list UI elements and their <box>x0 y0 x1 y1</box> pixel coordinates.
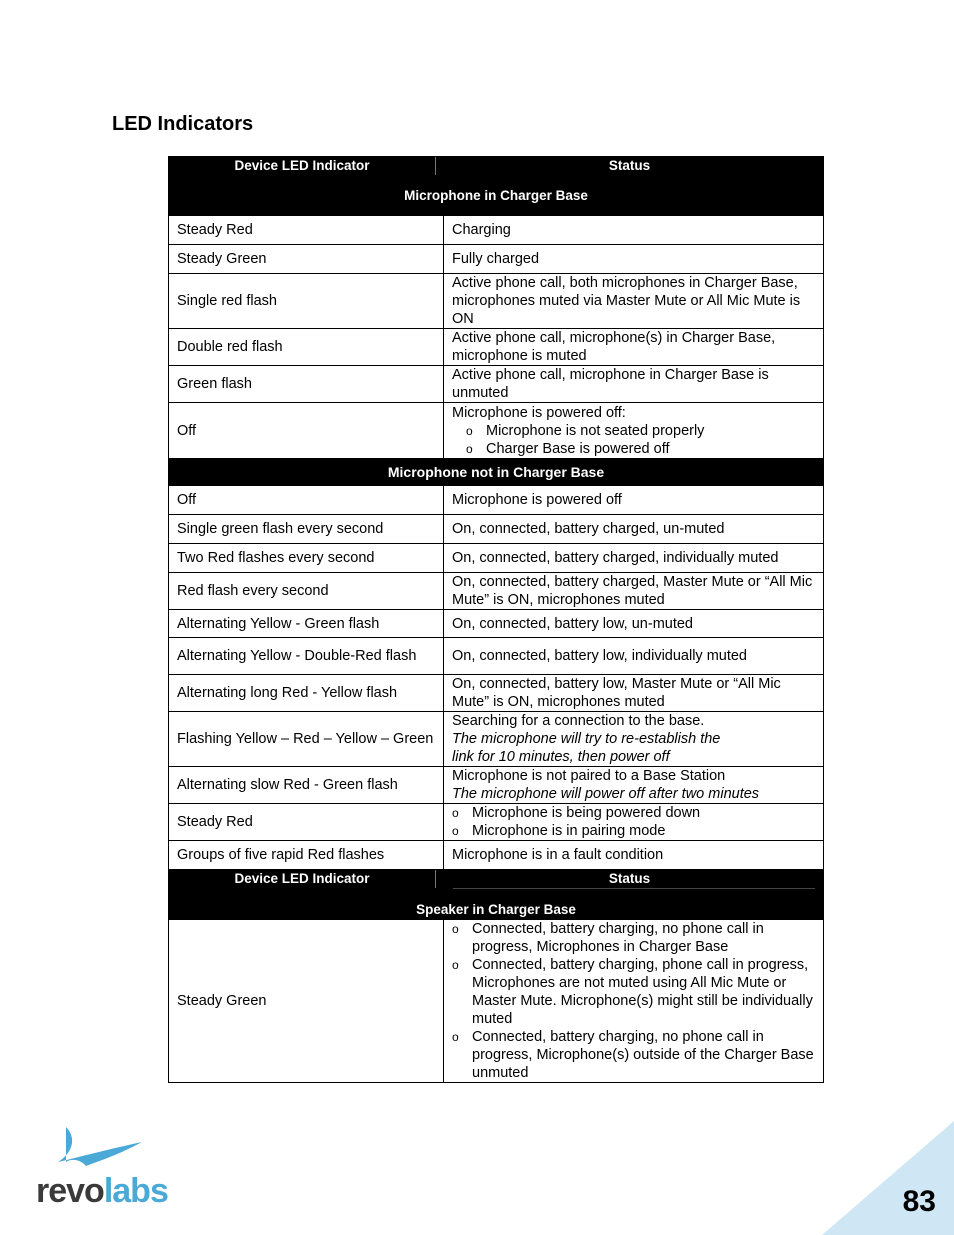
status-cell: On, connected, battery low, individually muted <box>444 638 824 675</box>
led-cell: Off <box>169 486 444 515</box>
table-row <box>169 274 824 329</box>
led-cell: Off <box>169 403 444 459</box>
section-title-speaker-in-base: Speaker in Charger Base <box>416 902 576 917</box>
table-row <box>169 804 824 841</box>
led-cell: Single green flash every second <box>169 515 444 544</box>
status-cell: Microphone is powered off <box>444 486 824 515</box>
table-row <box>169 767 824 804</box>
led-cell: Two Red flashes every second <box>169 544 444 573</box>
led-cell: Steady Red <box>169 216 444 245</box>
status-cell: On, connected, battery charged, individually muted <box>444 544 824 573</box>
status-cell <box>444 804 824 841</box>
status-cell <box>444 403 824 459</box>
led-cell: Groups of five rapid Red flashes <box>169 841 444 870</box>
led-cell: Steady Red <box>169 804 444 841</box>
led-cell: Flashing Yellow – Red – Yellow – Green <box>169 712 444 767</box>
table-header <box>169 870 824 920</box>
header-status: Status <box>608 871 651 886</box>
table-row <box>169 544 824 573</box>
status-cell <box>444 920 824 1083</box>
list-item: o Charger Base is powered off <box>466 440 815 458</box>
table-row <box>169 712 824 767</box>
list-item: o Connected, battery charging, phone call in progress, Microphones are not muted using All Mic Mute or Master Mute. Microphone(s) might still be individually muted <box>452 956 815 1028</box>
status-cell: On, connected, battery low, un-muted <box>444 610 824 638</box>
led-cell: Alternating slow Red - Green flash <box>169 767 444 804</box>
page-heading: LED Indicators <box>112 113 254 135</box>
status-cell: On, connected, battery charged, Master Mute or “All Mic Mute” is ON, microphones muted <box>444 573 824 610</box>
brand-labs: labs <box>103 1172 168 1210</box>
list-item: o Connected, battery charging, no phone call in progress, Microphone(s) outside of the Charger Base unmuted <box>452 1028 815 1082</box>
status-note: link for 10 minutes, then power off <box>452 749 670 765</box>
brand-revo: revo <box>36 1172 104 1210</box>
header-status: Status <box>608 158 651 173</box>
status-cell: Active phone call, microphone in Charger Base is unmuted <box>444 366 824 403</box>
list-item: o Connected, battery charging, no phone call in progress, Microphones in Charger Base <box>452 920 815 956</box>
status-note: The microphone will try to re-establish the <box>452 731 721 747</box>
table-header <box>169 157 824 216</box>
table-row <box>169 403 824 459</box>
table-row <box>169 841 824 870</box>
table-row <box>169 920 824 1083</box>
led-cell: Steady Green <box>169 245 444 274</box>
status-cell: Microphone is in a fault condition <box>444 841 824 870</box>
led-cell: Double red flash <box>169 329 444 366</box>
status-text: Microphone is powered off: <box>452 404 626 421</box>
list-item: o Microphone is being powered down <box>452 804 815 822</box>
table-row <box>169 245 824 274</box>
list-item: o Microphone is not seated properly <box>466 422 815 440</box>
status-cell: Fully charged <box>444 245 824 274</box>
page-number: 83 <box>902 1185 936 1218</box>
table-row <box>169 366 824 403</box>
list-item: o Microphone is in pairing mode <box>452 822 815 840</box>
table-row <box>169 486 824 515</box>
status-text: Microphone is not paired to a Base Station <box>452 768 726 784</box>
bullet-list <box>452 804 815 840</box>
led-cell: Alternating long Red - Yellow flash <box>169 675 444 712</box>
status-note: The microphone will power off after two minutes <box>452 786 760 802</box>
bullet-list <box>452 920 815 1082</box>
table-row <box>169 515 824 544</box>
led-cell: Green flash <box>169 366 444 403</box>
section-title-mic-not-in-base: Microphone not in Charger Base <box>169 459 824 486</box>
led-cell: Steady Green <box>169 920 444 1083</box>
brand-logo <box>36 1172 168 1211</box>
status-text: Searching for a connection to the base. <box>452 713 705 729</box>
status-cell: Active phone call, microphone(s) in Charger Base, microphone is muted <box>444 329 824 366</box>
table-row <box>169 638 824 675</box>
bullet-list <box>452 422 815 458</box>
led-indicator-table <box>168 156 824 1083</box>
header-device-led: Device LED Indicator <box>169 157 436 175</box>
table-row <box>169 329 824 366</box>
table-row <box>169 216 824 245</box>
led-cell: Alternating Yellow - Double-Red flash <box>169 638 444 675</box>
status-cell <box>444 767 824 804</box>
led-cell: Alternating Yellow - Green flash <box>169 610 444 638</box>
status-cell: Active phone call, both microphones in Charger Base, microphones muted via Master Mute or All Mic Mute is ON <box>444 274 824 329</box>
led-cell: Single red flash <box>169 274 444 329</box>
section-title-mic-in-base: Microphone in Charger Base <box>404 188 588 203</box>
status-cell <box>444 712 824 767</box>
led-cell: Red flash every second <box>169 573 444 610</box>
table-row <box>169 573 824 610</box>
header-device-led: Device LED Indicator <box>169 870 436 888</box>
table-row <box>169 675 824 712</box>
table-row <box>169 610 824 638</box>
status-cell: On, connected, battery low, Master Mute or “All Mic Mute” is ON, microphones muted <box>444 675 824 712</box>
status-cell: Charging <box>444 216 824 245</box>
status-cell: On, connected, battery charged, un-muted <box>444 515 824 544</box>
section-header <box>169 459 824 486</box>
